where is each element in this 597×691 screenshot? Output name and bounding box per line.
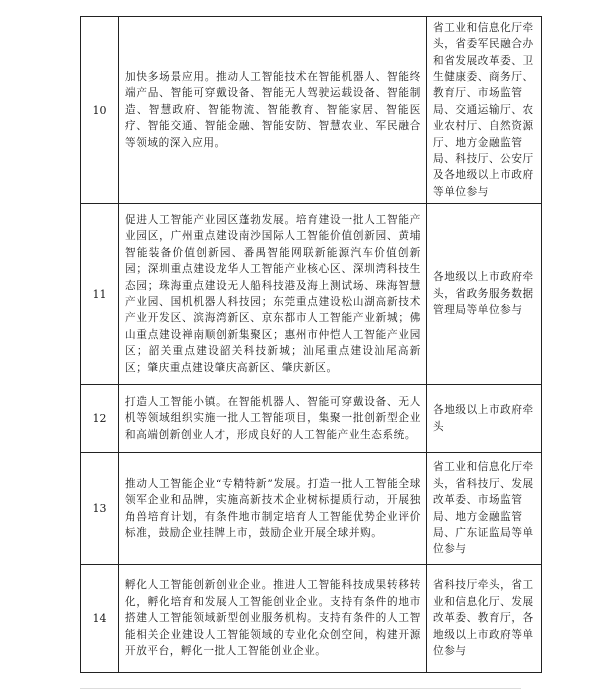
- row-number: 11: [81, 204, 119, 385]
- responsible-departments: 各地级以上市政府牵头: [427, 385, 542, 453]
- table-row: [81, 17, 542, 204]
- responsible-departments: 省工业和信息化厅牵头，省委军民融合办和省发展改革委、卫生健康委、商务厅、教育厅、市场监管局、交通运输厅、农业农村厅、自然资源厅、地方金融监管局、科技厅、公安厅及各地级以上市政府等单位参与: [427, 17, 542, 204]
- task-description: 孵化人工智能创新创业企业。推进人工智能科技成果转移转化，孵化培育和发展人工智能创业企业。支持有条件的地市搭建人工智能领域新型创业服务机构。支持有条件的人工智能相关企业建设人工智能领域的专业化众创空间，构建开源开放平台，孵化一批人工智能创业企业。: [119, 565, 427, 673]
- task-description: 推动人工智能企业“专精特新”发展。打造一批人工智能全球领军企业和品牌，实施高新技术企业树标提质行动，开展独角兽培育计划，有条件地市制定培育人工智能优势企业评价标准，鼓励企业挂牌上市，鼓励企业开展全球并购。: [119, 453, 427, 565]
- task-description: 促进人工智能产业园区蓬勃发展。培育建设一批人工智能产业园区，广州重点建设南沙国际人工智能价值创新园、黄埔智能装备价值创新园、番禺智能网联新能源汽车价值创新园；深圳重点建设龙华人工智能产业核心区、深圳湾科技生态园；珠海重点建设无人船科技港及海上测试场、珠海智慧产业园、国机机器人科技园；东莞重点建设松山湖高新技术产业开发区、滨海湾新区、京东都市人工智能产业新城；佛山重点建设禅南顺创新集聚区；惠州市仲恺人工智能产业园区；韶关重点建设韶关科技新城；汕尾重点建设汕尾高新区；肇庆重点建设肇庆高新区、肇庆新区。: [119, 204, 427, 385]
- row-number: 13: [81, 453, 119, 565]
- responsible-departments: 省科技厅牵头，省工业和信息化厅、发展改革委、教育厅，各地级以上市政府等单位参与: [427, 565, 542, 673]
- table-row: [81, 453, 542, 565]
- page-bottom-rule: [80, 688, 521, 689]
- table-row: [81, 565, 542, 673]
- responsible-departments: 省工业和信息化厅牵头，省科技厅、发展改革委、市场监管局、地方金融监管局、广东证监局等单位参与: [427, 453, 542, 565]
- row-number: 14: [81, 565, 119, 673]
- task-description: 加快多场景应用。推动人工智能技术在智能机器人、智能终端产品、智能可穿戴设备、智能无人驾驶运载设备、智能制造、智慧政府、智能物流、智能教育、智能家居、智能医疗、智能交通、智能金融、智能安防、智慧农业、军民融合等领域的深入应用。: [119, 17, 427, 204]
- table-row: [81, 385, 542, 453]
- task-table: [80, 16, 542, 673]
- row-number: 12: [81, 385, 119, 453]
- row-number: 10: [81, 17, 119, 204]
- table-row: [81, 204, 542, 385]
- responsible-departments: 各地级以上市政府牵头，省政务服务数据管理局等单位参与: [427, 204, 542, 385]
- task-description: 打造人工智能小镇。在智能机器人、智能可穿戴设备、无人机等领域组织实施一批人工智能项目，集聚一批创新型企业和高端创新创业人才，形成良好的人工智能产业生态系统。: [119, 385, 427, 453]
